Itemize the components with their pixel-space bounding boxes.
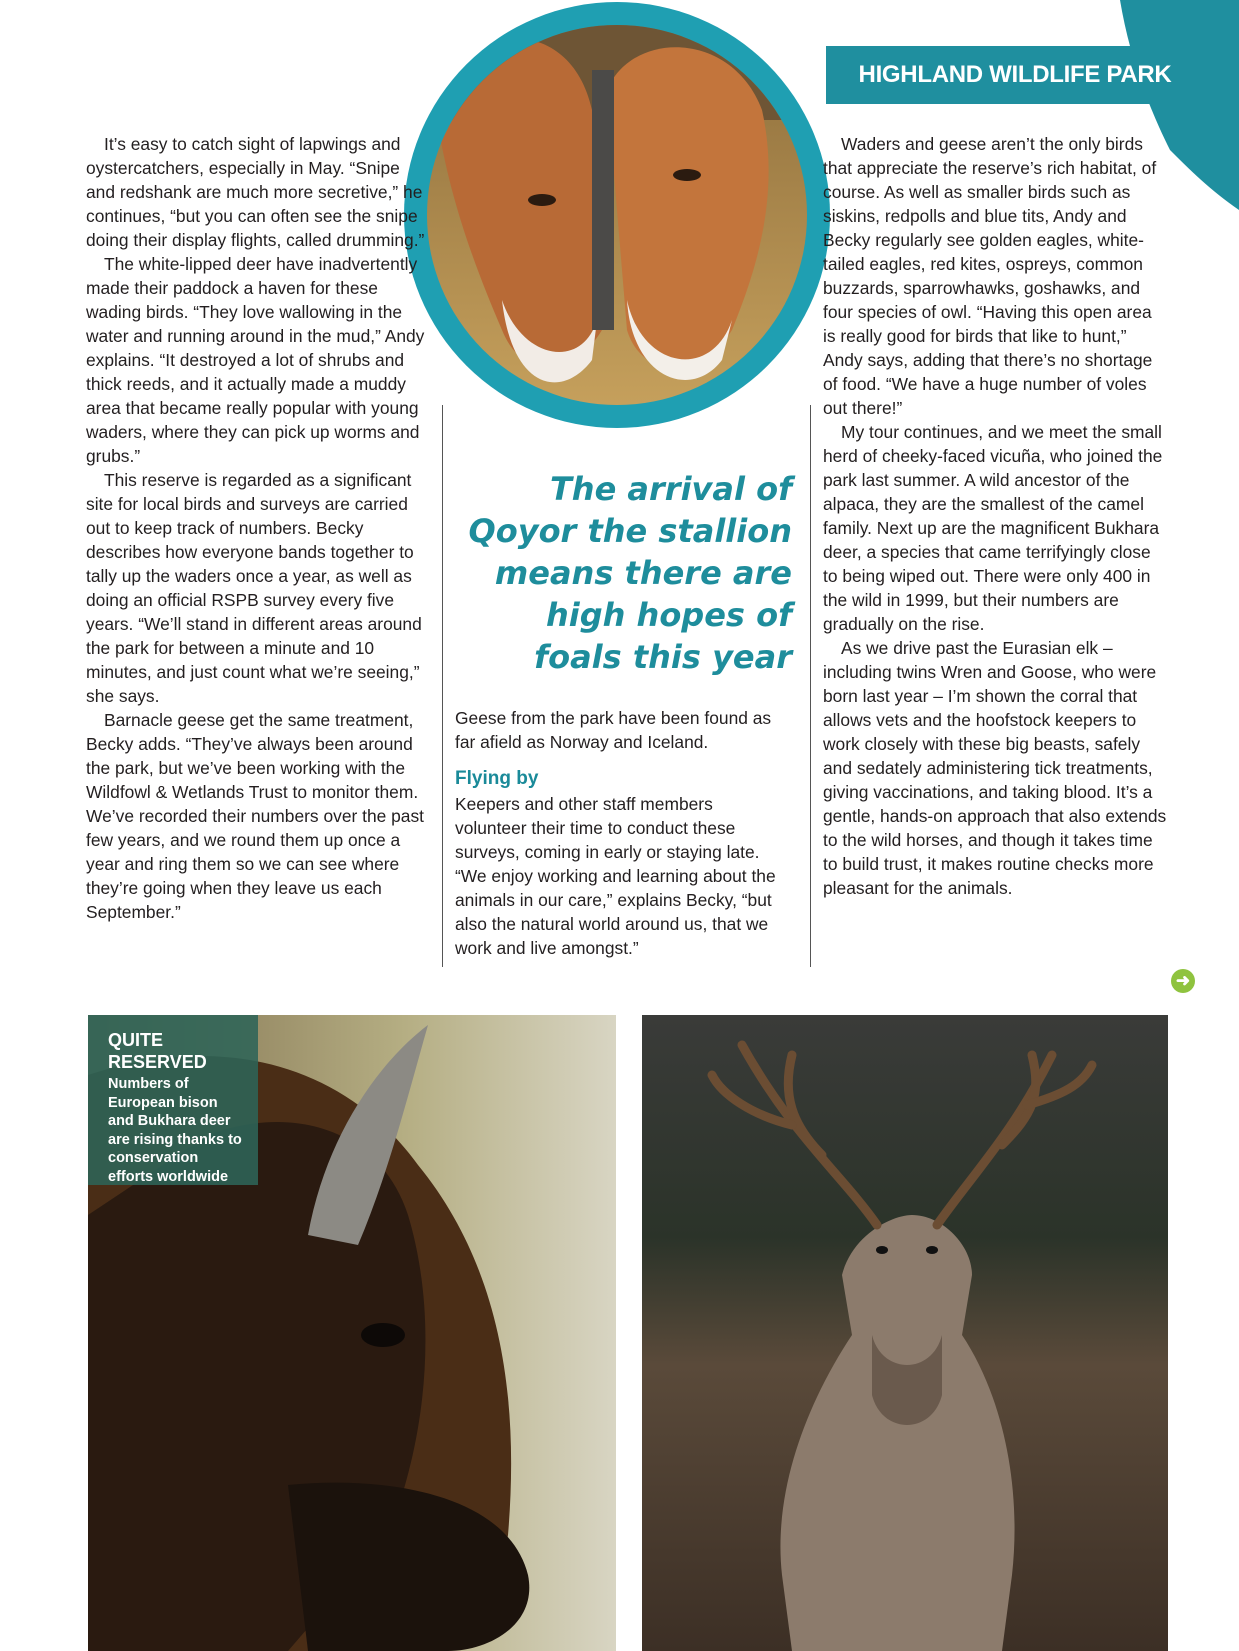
article-paragraph: Waders and geese aren’t the only birds that appreciate the reserve’s rich habitat, of course. As well as smaller birds such as siskins, redpolls and blue tits, Andy and Becky regularly see golden eagles, white-tailed eagles, red kites, ospreys, common buzzards, sparrowhawks, goshawks, and four species of owl. “Having this open area is really good for birds that like to hunt,” Andy says, adding that there’s no shortage of food. “We have a huge number of voles out there!” [823,134,1157,418]
arrow-right-circle-icon[interactable]: ➜ [1171,969,1195,993]
left-article-column [86,132,432,924]
article-paragraph: Barnacle geese get the same treatment, Becky adds. “They’ve always been around the park, but we’ve been working with the Wildfowl & Wetlands Trust to monitor them. We’ve recorded their numbers over the past few years, and we round them up once a year and ring them so we can see where they’re going when they leave us each September.” [86,710,424,922]
column-divider [442,405,443,967]
article-paragraph: Geese from the park have been found as far afield as Norway and Iceland. [455,708,772,752]
article-paragraph: It’s easy to catch sight of lapwings and oystercatchers, especially in May. “Snipe and redshank are much more secretive,” he continues, “but you can often see the snipe doing their display flights, called drumming.” [86,134,425,250]
horse-photo-circle [402,0,832,430]
section-banner-label: HIGHLAND WILDLIFE PARK [858,61,1172,88]
right-article-column [823,132,1168,900]
section-banner [826,46,1204,104]
middle-article-column [455,706,787,960]
photo-caption [88,1015,258,1185]
section-subhead: Flying by [455,768,539,789]
deer-photo [642,1015,1168,1651]
article-paragraph: My tour continues, and we meet the small herd of cheeky-faced vicuña, who joined the park last summer. A wild ancestor of the alpaca, they are the smallest of the camel family. Next up are the magnificent Bukhara deer, a species that came terrifyingly close to being wiped out. There were only 400 in the wild in 1999, but their numbers are gradually on the rise. [823,422,1163,634]
caption-title: QUITE RESERVED [108,1030,207,1072]
article-paragraph: This reserve is regarded as a significant site for local birds and surveys are carried out to keep track of numbers. Becky describes how everyone bands together to tally up the waders once a year, as well as doing an official RSPB survey every five years. “We’ll stand in different areas around the park for between a minute and 10 minutes, and just count what we’re seeing,” she says. [86,470,422,706]
caption-body: Numbers of European bison and Bukhara deer are rising thanks to conservation efforts worldwide [108,1076,242,1185]
fence-post [592,70,614,330]
pull-quote: The arrival of Qoyor the stallion means there are high hopes of foals this year [468,470,792,676]
column-divider [810,405,811,967]
article-paragraph: The white-lipped deer have inadvertently made their paddock a haven for these wading birds. “They love wallowing in the water and running around in the mud,” Andy explains. “It destroyed a lot of shrubs and thick reeds, and it actually made a muddy area that became really popular with young waders, where they can pick up worms and grubs.” [86,254,425,466]
article-paragraph: As we drive past the Eurasian elk – including twins Wren and Goose, who were born last year – I’m shown the corral that allows vets and the hoofstock keepers to work closely with these big beasts, safely and sedately administering tick treatments, giving vaccinations, and taking blood. It’s a gentle, hands-on approach that also extends to the wild horses, and though it takes time to build trust, it makes routine checks more pleasant for the animals. [823,638,1167,898]
article-paragraph: Keepers and other staff members volunteer their time to conduct these surveys, coming in early or staying late. “We enjoy working and learning about the animals in our care,” explains Becky, “but also the natural world around us, that we work and live amongst.” [455,794,776,958]
